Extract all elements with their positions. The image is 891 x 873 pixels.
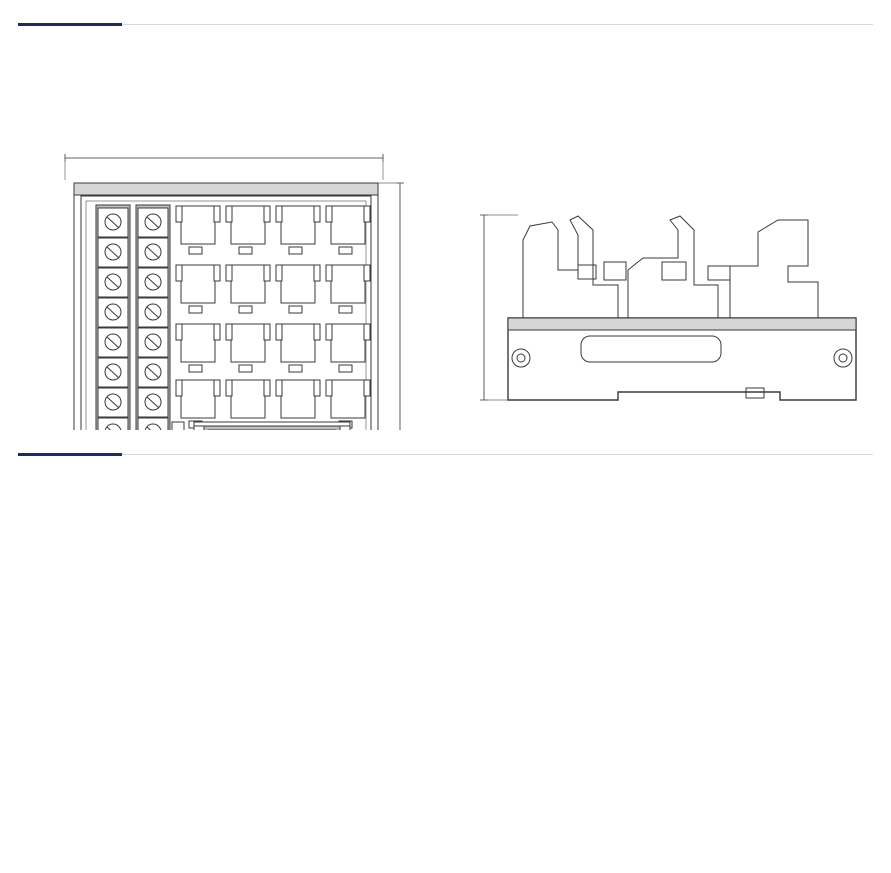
title-divider-2 [18,454,873,455]
wiring-diagram [18,500,873,860]
wiring-section-header [18,444,873,455]
dimensions-section-header [18,14,873,25]
title-divider [18,24,873,25]
dimensions-drawing [18,70,873,430]
